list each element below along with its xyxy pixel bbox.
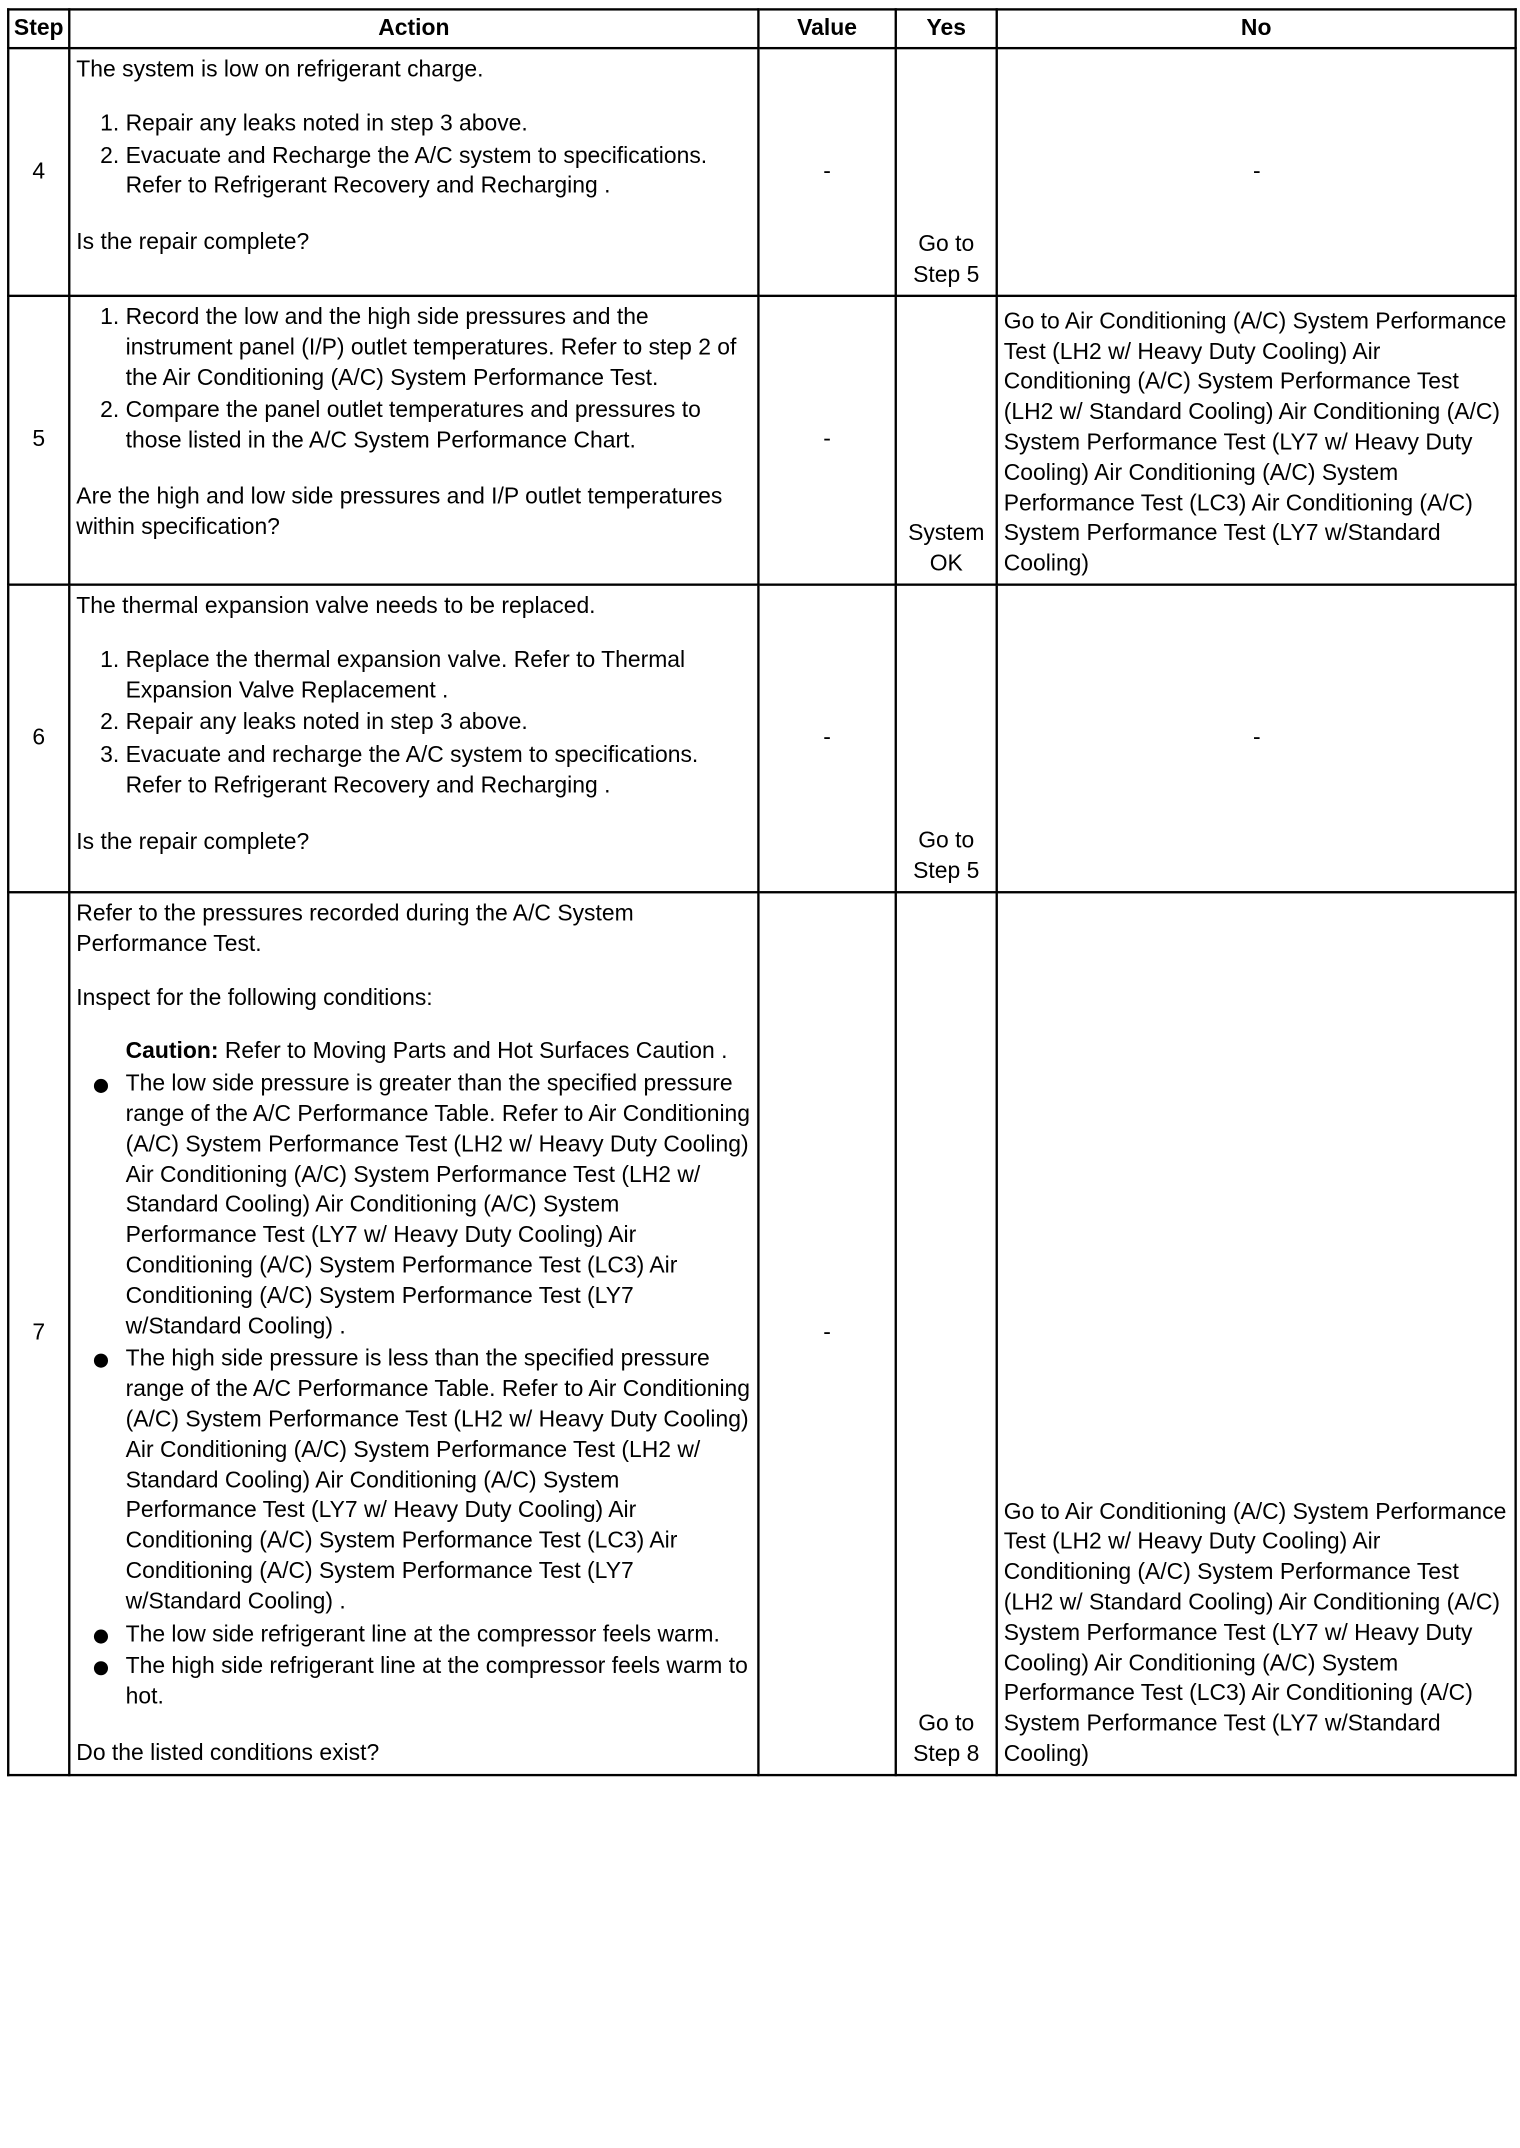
no-cell: - — [997, 48, 1516, 296]
action-question: Is the repair complete? — [76, 828, 310, 855]
list-item: 2. Repair any leaks noted in step 3 above. — [126, 708, 751, 738]
caution-note — [76, 1037, 750, 1067]
action-inspect-text: Inspect for the following conditions: — [76, 984, 433, 1011]
header-value: Value — [758, 9, 895, 48]
value-cell: - — [758, 296, 895, 585]
action-question: Do the listed conditions exist? — [76, 1739, 380, 1766]
bullet-icon — [94, 1079, 108, 1093]
action-question: Are the high and low side pressures and I/P outlet temperatures within specification? — [76, 483, 723, 540]
table-row-step-5 — [8, 296, 1515, 585]
list-item — [76, 1345, 750, 1618]
yes-cell: Go to Step 5 — [896, 585, 997, 893]
bullet-icon — [94, 1662, 108, 1676]
list-item — [76, 1070, 750, 1343]
condition-text: The high side pressure is less than the specified pressure range of the A/C Performance Table. Refer to Air Conditioning (A/C) System Performance Test (LH2 w/ Heavy Duty Cooling) Air Conditioning (A/C) System Performance Test (LH2 w/ Standard Cooling) Air Conditioning (A/C) System Performance Test (LY7 w/ Heavy Duty Cooling) Air Conditioning (A/C) System Performance Test (LC3) Air Conditioning (A/C) System Performance Test (LY7 w/Standard Cooling) . — [125, 1345, 751, 1614]
header-yes: Yes — [896, 9, 997, 48]
list-item: 2. Compare the panel outlet temperatures and pressures to those listed in the A/C System Performance Chart. — [126, 396, 751, 457]
action-cell — [69, 892, 758, 1775]
header-row — [8, 9, 1515, 48]
action-cell — [69, 48, 758, 296]
action-steps-list — [76, 645, 750, 801]
header-no: No — [997, 9, 1516, 48]
bullet-icon — [94, 1354, 108, 1368]
step-number: 6 — [8, 585, 69, 893]
condition-text: The low side pressure is greater than the specified pressure range of the A/C Performance Table. Refer to Air Conditioning (A/C) System Performance Test (LH2 w/ Heavy Duty Cooling) Air Conditioning (A/C) System Performance Test (LH2 w/ Standard Cooling) Air Conditioning (A/C) System Performance Test (LY7 w/ Heavy Duty Cooling) Air Conditioning (A/C) System Performance Test (LC3) Air Conditioning (A/C) System Performance Test (LY7 w/Standard Cooling) . — [125, 1070, 751, 1340]
header-step: Step — [8, 9, 69, 48]
action-cell — [69, 585, 758, 893]
conditions-list — [76, 1070, 750, 1713]
action-intro: The system is low on refrigerant charge. — [76, 56, 484, 83]
condition-text: The high side refrigerant line at the compressor feels warm to hot. — [125, 1653, 748, 1710]
caution-text: Refer to Moving Parts and Hot Surfaces Caution . — [224, 1038, 728, 1065]
step-number: 5 — [8, 296, 69, 585]
no-cell: - — [997, 585, 1516, 893]
header-action: Action — [69, 9, 758, 48]
value-cell: - — [758, 892, 895, 1775]
condition-text: The low side refrigerant line at the compressor feels warm. — [125, 1620, 720, 1647]
value-cell: - — [758, 585, 895, 893]
bullet-icon — [94, 1629, 108, 1643]
yes-cell: System OK — [896, 296, 997, 585]
yes-cell: Go to Step 5 — [896, 48, 997, 296]
list-item: 3. Evacuate and recharge the A/C system to specifications. Refer to Refrigerant Recovery and Recharging . — [126, 741, 751, 802]
caution-label: Caution: — [125, 1038, 219, 1065]
action-steps-list — [76, 303, 750, 457]
action-intro: Refer to the pressures recorded during the A/C System Performance Test. — [76, 900, 634, 957]
list-item: 1. Repair any leaks noted in step 3 above. — [126, 109, 751, 139]
list-item — [76, 1620, 750, 1650]
no-cell: Go to Air Conditioning (A/C) System Performance Test (LH2 w/ Heavy Duty Cooling) Air Conditioning (A/C) System Performance Test (LH2 w/ Standard Cooling) Air Conditioning (A/C) System Performance Test (LY7 w/ Heavy Duty Cooling) Air Conditioning (A/C) System Performance Test (LC3) Air Conditioning (A/C) System Performance Test (LY7 w/Standard Cooling) — [997, 892, 1516, 1775]
table-row-step-4 — [8, 48, 1515, 296]
action-question: Is the repair complete? — [76, 229, 310, 255]
yes-cell: Go to Step 8 — [896, 892, 997, 1775]
action-intro: The thermal expansion valve needs to be replaced. — [76, 592, 596, 619]
value-cell: - — [758, 48, 895, 296]
diagnostic-table — [7, 8, 1517, 1776]
list-item: 1. Record the low and the high side pressures and the instrument panel (I/P) outlet temperatures. Refer to step 2 of the Air Conditioning (A/C) System Performance Test. — [126, 303, 751, 394]
step-number: 4 — [8, 48, 69, 296]
list-item: 2. Evacuate and Recharge the A/C system to specifications. Refer to Refrigerant Recovery and Recharging . — [126, 142, 751, 203]
list-item — [76, 1652, 750, 1713]
no-cell: Go to Air Conditioning (A/C) System Performance Test (LH2 w/ Heavy Duty Cooling) Air Conditioning (A/C) System Performance Test (LH2 w/ Standard Cooling) Air Conditioning (A/C) System Performance Test (LY7 w/ Heavy Duty Cooling) Air Conditioning (A/C) System Performance Test (LC3) Air Conditioning (A/C) System Performance Test (LY7 w/Standard Cooling) — [997, 296, 1516, 585]
step-number: 7 — [8, 892, 69, 1775]
list-item: 1. Replace the thermal expansion valve. Refer to Thermal Expansion Valve Replacement . — [126, 645, 751, 706]
action-cell — [69, 296, 758, 585]
action-steps-list — [76, 109, 750, 202]
table-row-step-7 — [8, 892, 1515, 1775]
table-row-step-6 — [8, 585, 1515, 893]
